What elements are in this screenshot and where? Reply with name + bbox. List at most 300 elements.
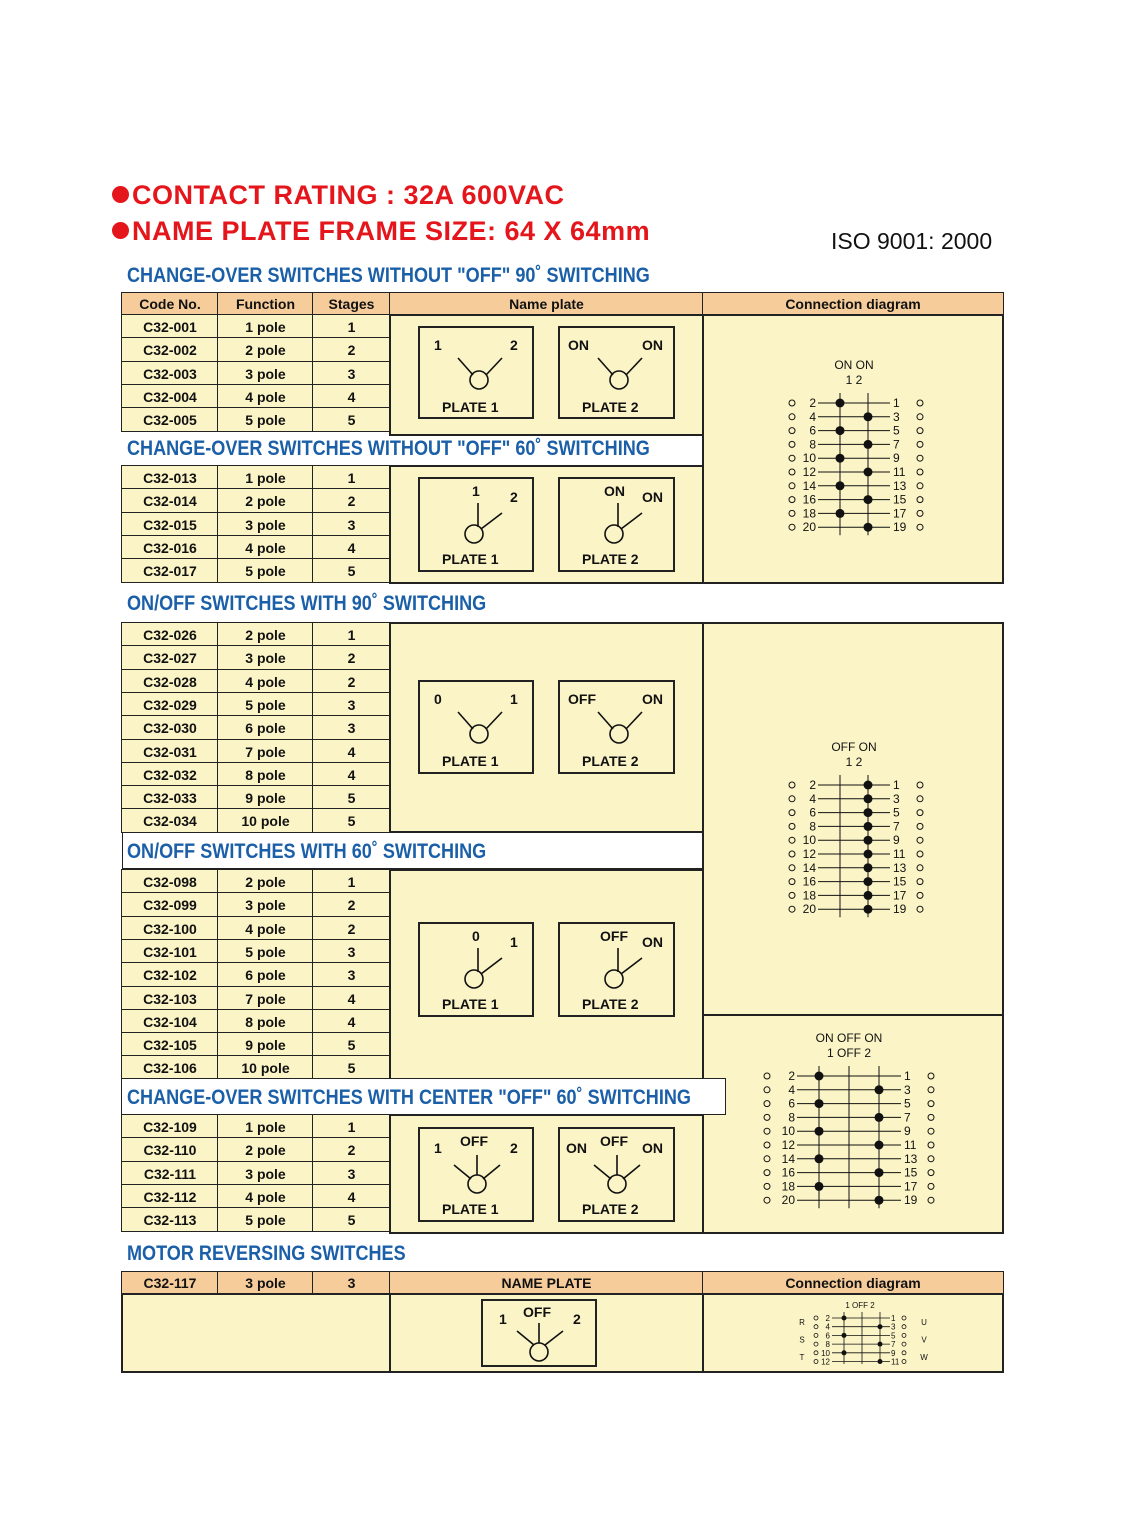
terminal-label: 7 bbox=[893, 437, 900, 452]
stages-cell: 3 bbox=[312, 512, 391, 537]
contact-dot bbox=[878, 1324, 883, 1329]
plate-name: PLATE 2 bbox=[582, 399, 639, 415]
terminal-label: 10 bbox=[802, 833, 816, 848]
rotary-handle-icon bbox=[483, 1301, 595, 1365]
contact-dot bbox=[864, 836, 873, 845]
terminal-label: 4 bbox=[809, 409, 816, 424]
header-nameplate: NAME PLATE bbox=[389, 1271, 704, 1295]
code-cell: C32-029 bbox=[121, 692, 219, 717]
terminal-label: 8 bbox=[825, 1340, 830, 1350]
terminal-label: 3 bbox=[904, 1082, 911, 1097]
diagram-header: 1 2 bbox=[845, 755, 863, 769]
terminal-icon bbox=[789, 796, 795, 802]
terminal-icon bbox=[917, 796, 923, 802]
diagram-header: 1 2 bbox=[845, 373, 863, 387]
terminal-label: 3 bbox=[893, 791, 900, 806]
contact-dot bbox=[836, 426, 845, 435]
stages-cell: 3 bbox=[312, 962, 391, 987]
terminal-icon bbox=[814, 1325, 818, 1329]
function-cell: 3 pole bbox=[217, 645, 314, 670]
contact-dot bbox=[864, 891, 873, 900]
connection-diagram bbox=[790, 1298, 940, 1368]
terminal-label: 7 bbox=[893, 819, 900, 834]
terminal-label: 18 bbox=[802, 888, 816, 903]
terminal-label: 8 bbox=[809, 819, 816, 834]
terminal-label: 20 bbox=[802, 520, 816, 535]
terminal-label: 11 bbox=[891, 1357, 900, 1367]
terminal-icon bbox=[917, 524, 923, 530]
section-title: CHANGE-OVER SWITCHES WITH CENTER "OFF" 60˚ SWITCHING bbox=[127, 1086, 691, 1109]
name-plate bbox=[558, 922, 675, 1017]
header-nameplate: Name plate bbox=[389, 292, 704, 316]
code-cell: C32-030 bbox=[121, 715, 219, 740]
terminal-label: 8 bbox=[788, 1110, 795, 1125]
terminal-icon bbox=[789, 524, 795, 530]
code-cell: C32-106 bbox=[121, 1055, 219, 1080]
code-cell: C32-002 bbox=[121, 337, 219, 362]
terminal-icon bbox=[902, 1360, 906, 1364]
function-cell: 2 pole bbox=[217, 337, 314, 362]
plate-position-label: OFF bbox=[568, 691, 596, 707]
stages-cell: 1 bbox=[312, 1114, 391, 1139]
plate-name: PLATE 1 bbox=[442, 753, 499, 769]
terminal-icon bbox=[902, 1342, 906, 1346]
terminal-label: 1 bbox=[904, 1069, 911, 1083]
plate-position-label: ON bbox=[642, 337, 663, 353]
plate-position-label: ON bbox=[642, 489, 663, 505]
terminal-label: 18 bbox=[781, 1179, 795, 1194]
plate-position-label: OFF bbox=[460, 1133, 488, 1149]
function-cell: 1 pole bbox=[217, 465, 314, 490]
name-plate bbox=[418, 477, 534, 572]
phase-label: S bbox=[799, 1335, 805, 1345]
terminal-label: 16 bbox=[802, 492, 816, 507]
terminal-label: 19 bbox=[893, 902, 907, 917]
code-cell: C32-101 bbox=[121, 939, 219, 964]
contact-dot bbox=[864, 877, 873, 886]
function-cell: 10 pole bbox=[217, 808, 314, 833]
code-cell: C32-099 bbox=[121, 892, 219, 917]
terminal-label: 9 bbox=[893, 451, 900, 466]
function-cell: 4 pole bbox=[217, 384, 314, 409]
function-cell: 2 pole bbox=[217, 1137, 314, 1162]
code-cell: C32-005 bbox=[121, 407, 219, 432]
plate-name: PLATE 1 bbox=[442, 399, 499, 415]
function-cell: 9 pole bbox=[217, 785, 314, 810]
function-cell: 2 pole bbox=[217, 622, 314, 647]
code-cell: C32-113 bbox=[121, 1207, 219, 1232]
plate-position-label: ON bbox=[568, 337, 589, 353]
section-title: CHANGE-OVER SWITCHES WITHOUT "OFF" 60˚ SWITCHING bbox=[127, 437, 658, 461]
stages-cell: 2 bbox=[312, 337, 391, 362]
terminal-label: 10 bbox=[802, 451, 816, 466]
stages-cell: 2 bbox=[312, 645, 391, 670]
terminal-label: 3 bbox=[891, 1322, 896, 1332]
section-title: ON/OFF SWITCHES WITH 90˚ SWITCHING bbox=[127, 592, 495, 616]
contact-dot bbox=[864, 794, 873, 803]
code-cell: C32-013 bbox=[121, 465, 219, 490]
terminal-icon bbox=[902, 1333, 906, 1337]
terminal-label: 11 bbox=[904, 1138, 917, 1152]
terminal-label: 6 bbox=[809, 805, 816, 820]
contact-dot bbox=[864, 440, 873, 449]
plate-position-label: ON bbox=[604, 483, 625, 499]
terminal-label: 14 bbox=[802, 478, 816, 493]
stages-cell: 2 bbox=[312, 669, 391, 694]
function-cell: 5 pole bbox=[217, 407, 314, 432]
phase-label: W bbox=[920, 1352, 928, 1362]
code-cell: C32-016 bbox=[121, 535, 219, 560]
terminal-icon bbox=[917, 497, 923, 503]
name-plate bbox=[558, 477, 675, 572]
stages-cell: 3 bbox=[312, 361, 391, 386]
terminal-icon bbox=[764, 1183, 770, 1189]
terminal-label: 14 bbox=[802, 860, 816, 875]
function-cell: 7 pole bbox=[217, 739, 314, 764]
contact-dot bbox=[842, 1316, 847, 1321]
function-cell: 10 pole bbox=[217, 1055, 314, 1080]
terminal-icon bbox=[917, 455, 923, 461]
contact-dot bbox=[836, 399, 845, 408]
plate-name: PLATE 2 bbox=[582, 551, 639, 567]
code-cell: C32-104 bbox=[121, 1009, 219, 1034]
terminal-icon bbox=[928, 1087, 934, 1093]
phase-label: V bbox=[921, 1335, 927, 1345]
terminal-icon bbox=[928, 1156, 934, 1162]
terminal-label: 13 bbox=[893, 478, 907, 493]
stages-cell: 3 bbox=[312, 715, 391, 740]
plate-name: PLATE 1 bbox=[442, 551, 499, 567]
stages-cell: 2 bbox=[312, 892, 391, 917]
phase-label: T bbox=[799, 1352, 805, 1362]
stages-cell: 4 bbox=[312, 1009, 391, 1034]
terminal-icon bbox=[789, 455, 795, 461]
contact-dot bbox=[875, 1113, 884, 1122]
terminal-label: 4 bbox=[788, 1082, 795, 1097]
terminal-label: 10 bbox=[781, 1124, 795, 1139]
terminal-icon bbox=[789, 851, 795, 857]
code-cell: C32-102 bbox=[121, 962, 219, 987]
terminal-label: 15 bbox=[904, 1165, 918, 1180]
terminal-icon bbox=[789, 865, 795, 871]
name-plate bbox=[558, 680, 675, 774]
terminal-icon bbox=[814, 1333, 818, 1337]
stages-cell: 3 bbox=[312, 939, 391, 964]
plate-position-label: 1 bbox=[472, 483, 480, 499]
terminal-label: 7 bbox=[904, 1110, 911, 1125]
header-function: Function bbox=[217, 292, 314, 316]
stages-cell: 2 bbox=[312, 488, 391, 513]
terminal-icon bbox=[917, 414, 923, 420]
stages-cell: 5 bbox=[312, 808, 391, 833]
terminal-label: 18 bbox=[802, 506, 816, 521]
code-cell: C32-111 bbox=[121, 1161, 219, 1186]
terminal-icon bbox=[764, 1101, 770, 1107]
contact-dot bbox=[836, 454, 845, 463]
connection-diagram bbox=[780, 355, 930, 545]
diagram-header: 1 OFF 2 bbox=[826, 1046, 872, 1060]
terminal-label: 5 bbox=[904, 1096, 911, 1111]
contact-dot bbox=[864, 808, 873, 817]
stages-cell: 1 bbox=[312, 314, 391, 339]
function-cell: 6 pole bbox=[217, 962, 314, 987]
name-plate bbox=[418, 326, 534, 419]
contact-dot bbox=[815, 1182, 824, 1191]
function-cell: 3 pole bbox=[217, 361, 314, 386]
function-cell: 1 pole bbox=[217, 1114, 314, 1139]
code-cell: C32-098 bbox=[121, 869, 219, 894]
contact-dot bbox=[875, 1196, 884, 1205]
code-cell: C32-014 bbox=[121, 488, 219, 513]
plate-position-label: 2 bbox=[510, 337, 518, 353]
code-cell: C32-103 bbox=[121, 986, 219, 1011]
terminal-icon bbox=[789, 782, 795, 788]
terminal-icon bbox=[764, 1142, 770, 1148]
terminal-label: 5 bbox=[893, 423, 900, 438]
stages-cell: 5 bbox=[312, 785, 391, 810]
stages-cell: 4 bbox=[312, 986, 391, 1011]
stages-cell: 3 bbox=[312, 1161, 391, 1186]
terminal-label: 2 bbox=[809, 396, 816, 410]
terminal-icon bbox=[789, 879, 795, 885]
terminal-label: 2 bbox=[825, 1314, 830, 1323]
plate-position-label: ON bbox=[642, 934, 663, 950]
terminal-icon bbox=[789, 837, 795, 843]
contact-dot bbox=[815, 1154, 824, 1163]
plate-name: PLATE 2 bbox=[582, 996, 639, 1012]
contact-dot bbox=[864, 905, 873, 914]
section-title: ON/OFF SWITCHES WITH 60˚ SWITCHING bbox=[127, 840, 495, 864]
terminal-icon bbox=[764, 1170, 770, 1176]
terminal-label: 12 bbox=[802, 847, 816, 861]
diagram-header: ON ON bbox=[834, 358, 874, 372]
function-cell: 5 pole bbox=[217, 939, 314, 964]
terminal-label: 10 bbox=[821, 1348, 830, 1358]
terminal-icon bbox=[764, 1073, 770, 1079]
function-cell: 6 pole bbox=[217, 715, 314, 740]
terminal-icon bbox=[917, 469, 923, 475]
terminal-icon bbox=[789, 469, 795, 475]
contact-dot bbox=[864, 523, 873, 532]
plate-position-label: 1 bbox=[510, 691, 518, 707]
stages-cell: 1 bbox=[312, 465, 391, 490]
contact-dot bbox=[875, 1141, 884, 1150]
function-cell: 2 pole bbox=[217, 869, 314, 894]
plate-name: PLATE 1 bbox=[442, 1201, 499, 1217]
contact-dot bbox=[864, 412, 873, 421]
name-plate bbox=[418, 680, 534, 774]
terminal-icon bbox=[917, 851, 923, 857]
function-cell: 7 pole bbox=[217, 986, 314, 1011]
function-cell: 5 pole bbox=[217, 692, 314, 717]
terminal-icon bbox=[789, 400, 795, 406]
terminal-icon bbox=[814, 1316, 818, 1320]
function-cell: 2 pole bbox=[217, 488, 314, 513]
terminal-icon bbox=[789, 906, 795, 912]
stages-cell: 4 bbox=[312, 384, 391, 409]
stages-cell: 2 bbox=[312, 916, 391, 941]
terminal-icon bbox=[917, 483, 923, 489]
terminal-icon bbox=[917, 892, 923, 898]
contact-dot bbox=[836, 481, 845, 490]
code-cell: C32-028 bbox=[121, 669, 219, 694]
stages-cell: 5 bbox=[312, 1055, 391, 1080]
diagram-header: OFF ON bbox=[831, 740, 877, 754]
terminal-icon bbox=[917, 810, 923, 816]
terminal-label: 4 bbox=[809, 791, 816, 806]
stages-cell: 3 bbox=[312, 1271, 391, 1295]
plate-position-label: 0 bbox=[472, 928, 480, 944]
function-cell: 4 pole bbox=[217, 535, 314, 560]
terminal-label: 9 bbox=[891, 1348, 896, 1358]
code-cell: C32-112 bbox=[121, 1184, 219, 1209]
contact-dot bbox=[875, 1085, 884, 1094]
name-plate bbox=[418, 922, 534, 1017]
terminal-icon bbox=[789, 497, 795, 503]
code-cell: C32-001 bbox=[121, 314, 219, 339]
terminal-label: 17 bbox=[893, 888, 907, 903]
contact-dot bbox=[842, 1333, 847, 1338]
terminal-icon bbox=[814, 1351, 818, 1355]
code-cell: C32-117 bbox=[121, 1271, 219, 1295]
stages-cell: 4 bbox=[312, 1184, 391, 1209]
terminal-label: 2 bbox=[788, 1069, 795, 1083]
terminal-icon bbox=[917, 428, 923, 434]
plate-position-label: OFF bbox=[523, 1304, 551, 1320]
terminal-icon bbox=[902, 1351, 906, 1355]
code-cell: C32-105 bbox=[121, 1032, 219, 1057]
contact-dot bbox=[878, 1342, 883, 1347]
code-cell: C32-031 bbox=[121, 739, 219, 764]
terminal-label: 20 bbox=[802, 902, 816, 917]
frame-size-heading: NAME PLATE FRAME SIZE: 64 X 64mm bbox=[112, 216, 650, 247]
connection-diagram bbox=[755, 1028, 940, 1218]
terminal-label: 13 bbox=[893, 860, 907, 875]
terminal-icon bbox=[814, 1360, 818, 1364]
terminal-label: 13 bbox=[904, 1151, 918, 1166]
contact-dot bbox=[864, 781, 873, 790]
terminal-label: 15 bbox=[893, 492, 907, 507]
code-cell: C32-109 bbox=[121, 1114, 219, 1139]
contact-dot bbox=[864, 468, 873, 477]
function-cell: 1 pole bbox=[217, 314, 314, 339]
plate-position-label: 1 bbox=[434, 337, 442, 353]
terminal-label: 12 bbox=[802, 465, 816, 479]
function-cell: 4 pole bbox=[217, 669, 314, 694]
code-cell: C32-110 bbox=[121, 1137, 219, 1162]
contact-dot bbox=[864, 863, 873, 872]
header-code: Code No. bbox=[121, 292, 219, 316]
stages-cell: 4 bbox=[312, 535, 391, 560]
diagram-header: ON OFF ON bbox=[815, 1031, 883, 1045]
code-cell: C32-015 bbox=[121, 512, 219, 537]
blank-cell bbox=[121, 1293, 391, 1373]
name-plate bbox=[558, 326, 675, 419]
terminal-icon bbox=[928, 1197, 934, 1203]
code-cell: C32-100 bbox=[121, 916, 219, 941]
contact-rating-heading: CONTACT RATING : 32A 600VAC bbox=[112, 180, 565, 211]
terminal-label: 16 bbox=[802, 874, 816, 889]
terminal-label: 8 bbox=[809, 437, 816, 452]
terminal-icon bbox=[917, 441, 923, 447]
diagram-header: 1 OFF 2 bbox=[845, 1301, 875, 1310]
terminal-icon bbox=[764, 1087, 770, 1093]
name-plate bbox=[481, 1299, 597, 1367]
terminal-icon bbox=[764, 1128, 770, 1134]
function-cell: 4 pole bbox=[217, 1184, 314, 1209]
stages-cell: 5 bbox=[312, 1032, 391, 1057]
function-cell: 8 pole bbox=[217, 762, 314, 787]
terminal-icon bbox=[917, 837, 923, 843]
terminal-icon bbox=[789, 441, 795, 447]
plate-position-label: ON bbox=[642, 1140, 663, 1156]
terminal-label: 12 bbox=[781, 1138, 795, 1152]
terminal-label: 11 bbox=[893, 847, 906, 861]
terminal-label: 9 bbox=[904, 1124, 911, 1139]
terminal-icon bbox=[789, 428, 795, 434]
code-cell: C32-026 bbox=[121, 622, 219, 647]
plate-position-label: 2 bbox=[510, 489, 518, 505]
terminal-icon bbox=[917, 782, 923, 788]
code-cell: C32-017 bbox=[121, 558, 219, 583]
terminal-icon bbox=[928, 1142, 934, 1148]
terminal-label: 15 bbox=[893, 874, 907, 889]
code-cell: C32-033 bbox=[121, 785, 219, 810]
terminal-icon bbox=[928, 1114, 934, 1120]
terminal-label: 20 bbox=[781, 1193, 795, 1208]
terminal-label: 14 bbox=[781, 1151, 795, 1166]
terminal-icon bbox=[928, 1183, 934, 1189]
terminal-label: 16 bbox=[781, 1165, 795, 1180]
contact-dot bbox=[864, 495, 873, 504]
function-cell: 5 pole bbox=[217, 558, 314, 583]
name-plate bbox=[418, 1127, 534, 1222]
stages-cell: 1 bbox=[312, 622, 391, 647]
terminal-icon bbox=[814, 1342, 818, 1346]
bullet-icon bbox=[112, 222, 129, 239]
terminal-label: 9 bbox=[893, 833, 900, 848]
terminal-icon bbox=[917, 823, 923, 829]
terminal-icon bbox=[789, 510, 795, 516]
code-cell: C32-004 bbox=[121, 384, 219, 409]
terminal-icon bbox=[789, 483, 795, 489]
phase-label: R bbox=[799, 1318, 805, 1327]
function-cell: 4 pole bbox=[217, 916, 314, 941]
name-plate bbox=[558, 1127, 675, 1222]
plate-position-label: OFF bbox=[600, 1133, 628, 1149]
phase-label: U bbox=[921, 1318, 927, 1327]
plate-position-label: 2 bbox=[510, 1140, 518, 1156]
plate-position-label: 2 bbox=[573, 1311, 581, 1327]
terminal-icon bbox=[789, 892, 795, 898]
terminal-label: 5 bbox=[891, 1331, 896, 1341]
stages-cell: 2 bbox=[312, 1137, 391, 1162]
stages-cell: 4 bbox=[312, 762, 391, 787]
plate-position-label: ON bbox=[566, 1140, 587, 1156]
terminal-icon bbox=[764, 1156, 770, 1162]
terminal-icon bbox=[917, 400, 923, 406]
code-cell: C32-003 bbox=[121, 361, 219, 386]
terminal-label: 19 bbox=[893, 520, 907, 535]
terminal-icon bbox=[928, 1101, 934, 1107]
stages-cell: 5 bbox=[312, 558, 391, 583]
plate-name: PLATE 1 bbox=[442, 996, 499, 1012]
terminal-icon bbox=[917, 906, 923, 912]
stages-cell: 1 bbox=[312, 869, 391, 894]
terminal-label: 2 bbox=[809, 778, 816, 792]
stages-cell: 3 bbox=[312, 692, 391, 717]
header-connection: Connection diagram bbox=[702, 292, 1004, 316]
